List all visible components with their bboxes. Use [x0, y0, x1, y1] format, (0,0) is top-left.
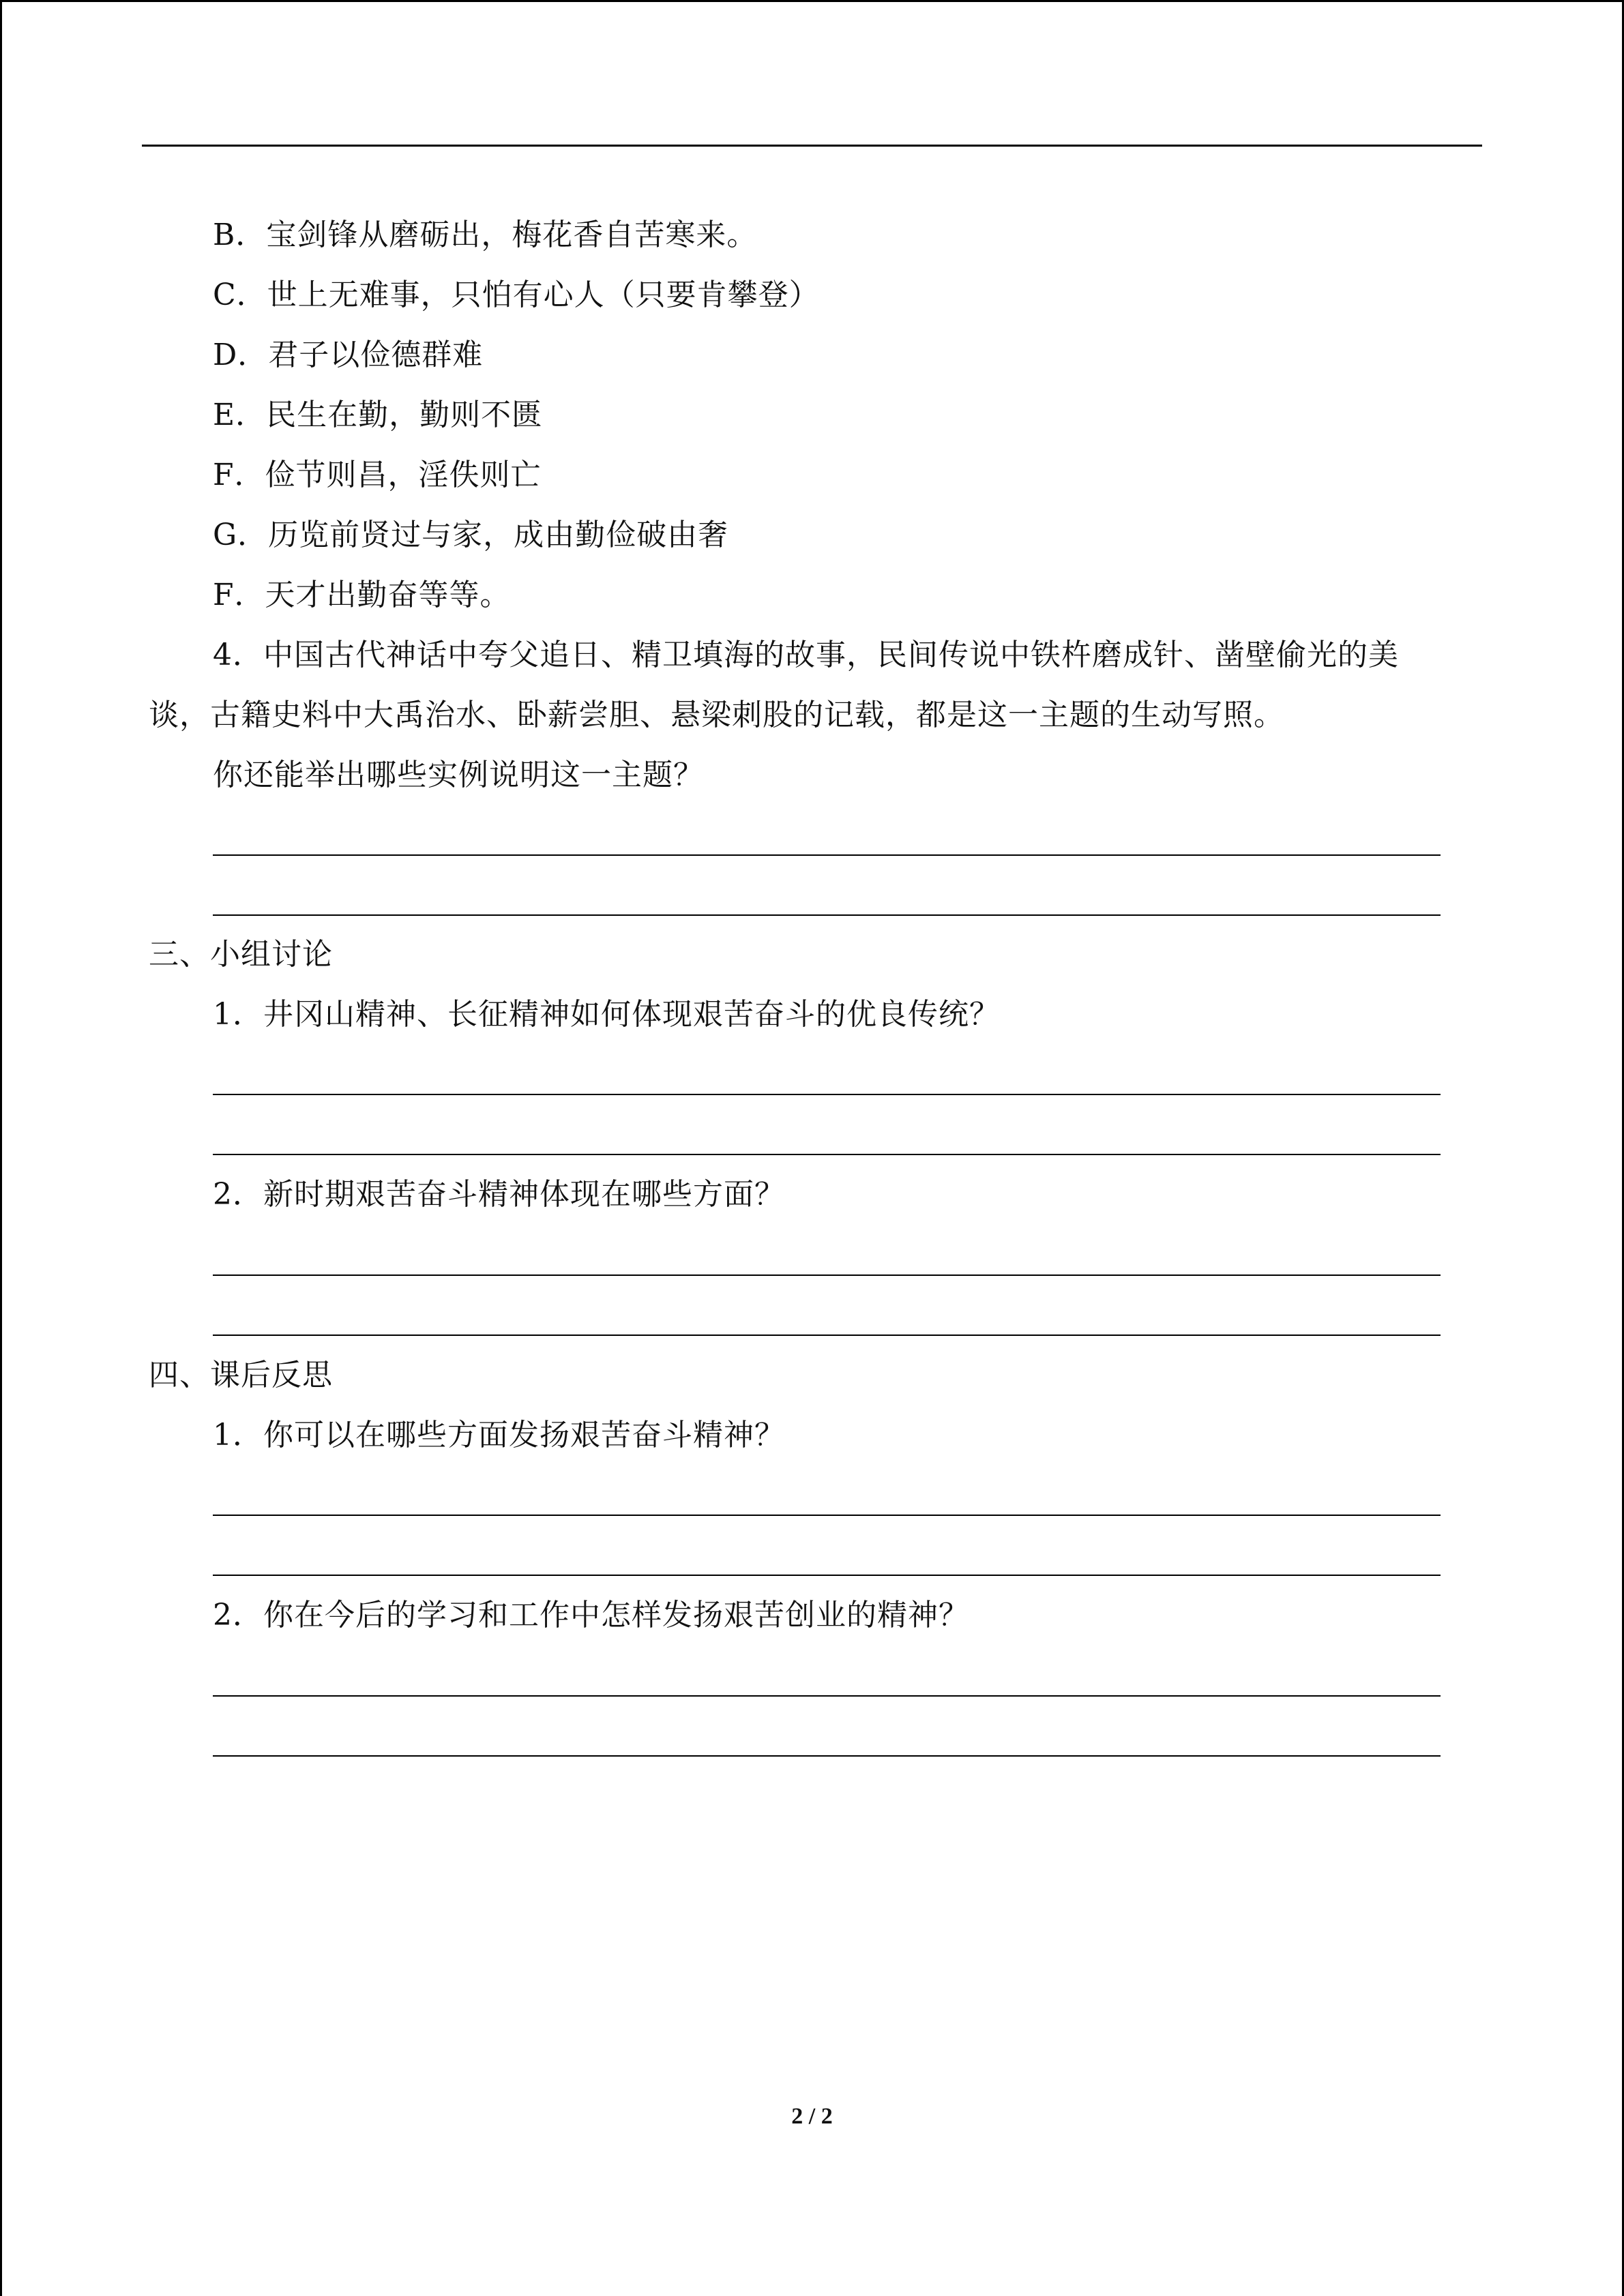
option-c: C．世上无难事，只怕有心人（只要肯攀登） — [213, 278, 820, 312]
answer-line[interactable] — [213, 1755, 1441, 1757]
option-f: F．俭节则昌，淫佚则亡 — [213, 458, 542, 492]
answer-line[interactable] — [213, 1695, 1441, 1697]
answer-line[interactable] — [213, 1154, 1441, 1155]
answer-line[interactable] — [213, 854, 1441, 856]
option-b: B．宝剑锋从磨砺出，梅花香自苦寒来。 — [213, 218, 758, 252]
answer-line[interactable] — [213, 1094, 1441, 1095]
page-number: 2 / 2 — [791, 2104, 833, 2129]
question-4-prompt: 你还能举出哪些实例说明这一主题？ — [213, 758, 704, 792]
header-rule — [142, 145, 1482, 147]
option-f2: F．天才出勤奋等等。 — [213, 578, 511, 612]
option-e: E．民生在勤，勤则不匮 — [213, 398, 543, 432]
option-g: G．历览前贤过与家，成由勤俭破由奢 — [213, 518, 729, 552]
section-4-question-1: 1．你可以在哪些方面发扬艰苦奋斗精神？ — [213, 1418, 785, 1452]
question-4-line2: 谈，古籍史料中大禹治水、卧薪尝胆、悬梁刺股的记载，都是这一主题的生动写照。 — [149, 698, 1284, 732]
section-3-title: 三、小组讨论 — [149, 937, 333, 972]
answer-line[interactable] — [213, 1274, 1441, 1276]
section-3-question-1: 1．井冈山精神、长征精神如何体现艰苦奋斗的优良传统？ — [213, 997, 1000, 1032]
section-3-question-2: 2．新时期艰苦奋斗精神体现在哪些方面？ — [213, 1177, 785, 1212]
answer-line[interactable] — [213, 1575, 1441, 1576]
answer-line[interactable] — [213, 1335, 1441, 1336]
answer-line[interactable] — [213, 1515, 1441, 1516]
section-4-question-2: 2．你在今后的学习和工作中怎样发扬艰苦创业的精神？ — [213, 1598, 969, 1632]
question-4-line1: 4．中国古代神话中夸父追日、精卫填海的故事，民间传说中铁杵磨成针、凿壁偷光的美 — [213, 638, 1399, 672]
answer-line[interactable] — [213, 914, 1441, 916]
option-d: D．君子以俭德群难 — [213, 338, 484, 372]
section-4-title: 四、课后反思 — [149, 1358, 333, 1392]
